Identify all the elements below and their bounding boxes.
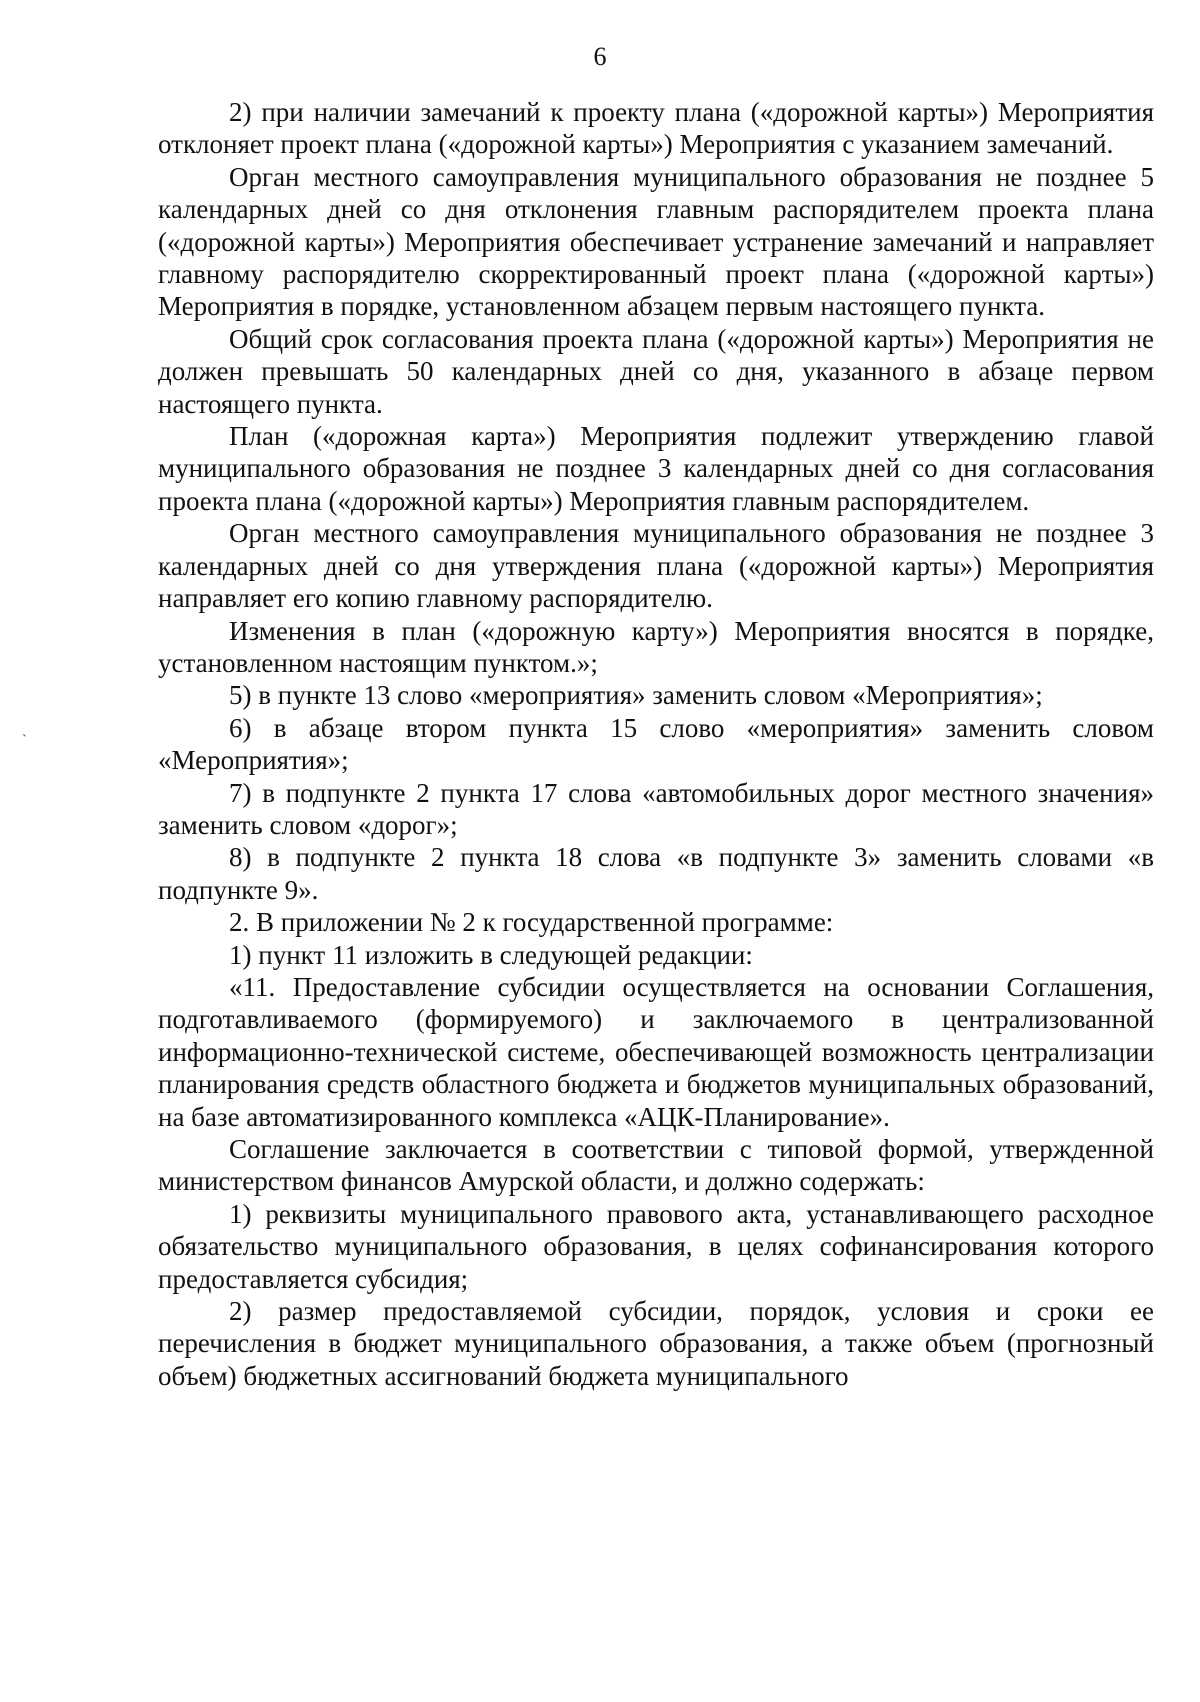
paragraph: 6) в абзаце втором пункта 15 слово «мероприятия» заменить словом «Мероприятия»; [158,712,1154,776]
paragraph: 2. В приложении № 2 к государственной программе: [229,907,834,938]
paragraph: 5) в пункте 13 слово «мероприятия» заменить словом «Мероприятия»; [229,680,1043,711]
paragraph: Общий срок согласования проекта плана («дорожной карты») Мероприятия не должен превышать 50 календарных дней со дня, указанного в абзаце первом настоящего пункта. [158,323,1154,419]
paragraph: 1) реквизиты муниципального правового акта, устанавливающего расходное обязательство муниципального образования, в целях софинансирования которого предоставляется субсидия; [158,1198,1154,1294]
paragraph: 2) при наличии замечаний к проекту плана («дорожной карты») Мероприятия отклоняет проект плана («дорожной карты») Мероприятия с указанием замечаний. [158,97,1154,160]
paragraph: Изменения в план («дорожную карту») Мероприятия вносятся в порядке, установленном настоящим пунктом.»; [158,615,1154,678]
paragraph: Орган местного самоуправления муниципального образования не позднее 5 календарных дней со дня отклонения главным распорядителем проекта плана («дорожной карты») Мероприятия обеспечивает устранение замечаний и направляет главному распорядителю скорректированный проект плана («дорожной карты») Мероприятия в порядке, установленном абзацем первым настоящего пункта. [158,161,1154,322]
paragraph: Соглашение заключается в соответствии с типовой формой, утвержденной министерством финансов Амурской области, и должно содержать: [158,1134,1154,1197]
paragraph: «11. Предоставление субсидии осуществляется на основании Соглашения, подготавливаемого (формируемого) и заключаемого в централизованной информационно-технической системе, обеспечивающей возможность централизации планирования средств областного бюджета и бюджетов муниципальных образований, на базе автоматизированного комплекса «АЦК-Планирование». [158,971,1154,1132]
paragraph: План («дорожная карта») Мероприятия подлежит утверждению главой муниципального образования не позднее 3 календарных дней со дня согласования проекта плана («дорожной карты») Мероприятия главным распорядителем. [158,421,1154,516]
paragraph: Орган местного самоуправления муниципального образования не позднее 3 календарных дней со дня утверждения плана («дорожной карты») Мероприятия направляет его копию главному распорядителю. [158,518,1154,614]
paragraph: 8) в подпункте 2 пункта 18 слова «в подпункте 3» заменить словами «в подпункте 9». [158,842,1154,905]
paragraph: 7) в подпункте 2 пункта 17 слова «автомобильных дорог местного значения» заменить словом «дорог»; [158,777,1154,840]
page-number: 6 [593,42,607,71]
scan-mark: ` [22,733,27,748]
paragraph: 1) пункт 11 изложить в следующей редакции: [229,939,753,970]
paragraph: 2) размер предоставляемой субсидии, порядок, условия и сроки ее перечисления в бюджет муниципального образования, а также объем (прогнозный объем) бюджетных ассигнований бюджета муниципального [158,1296,1154,1391]
document-body [158,96,1154,1392]
